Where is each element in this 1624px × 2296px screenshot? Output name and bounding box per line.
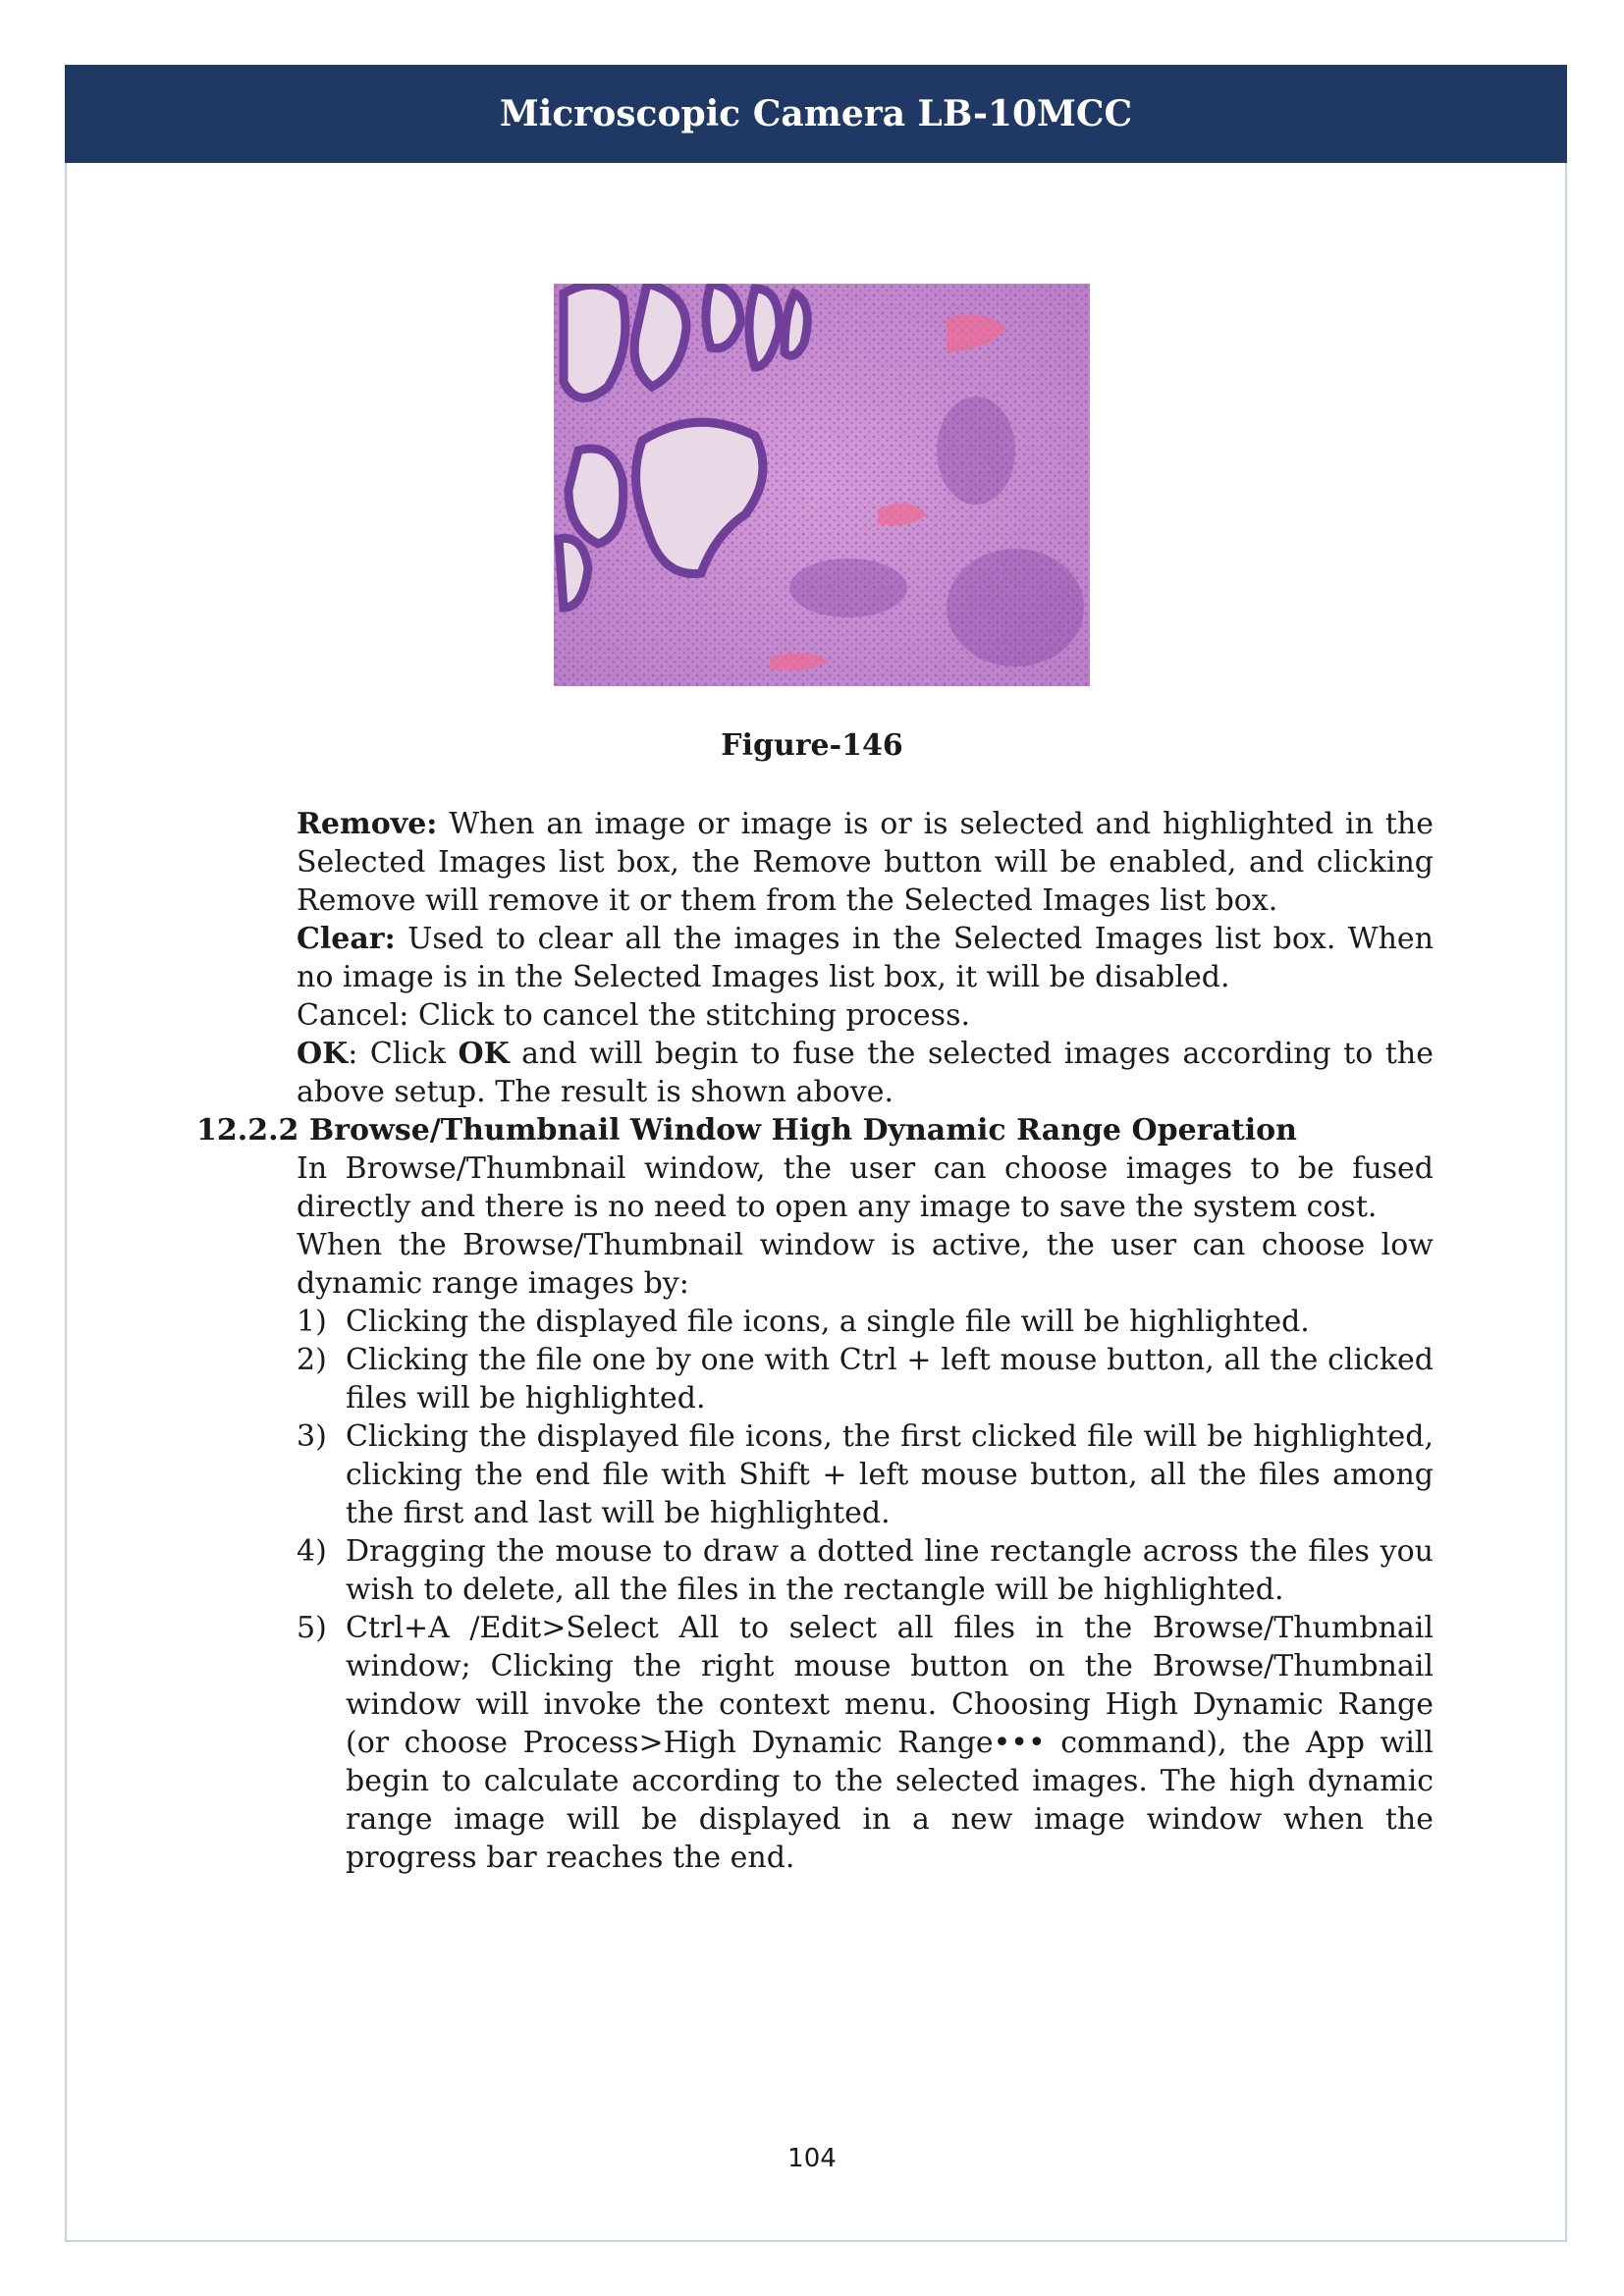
- page-number: 104: [787, 2144, 837, 2173]
- remove-term: Remove:: [297, 807, 438, 841]
- section-heading: [196, 1111, 1434, 1149]
- list-item-text: Clicking the file one by one with Ctrl + left mouse button, all the clicked files will be highlighted.: [346, 1343, 1434, 1415]
- section-intro-1: In Browse/Thumbnail window, the user can choose images to be fused directly and there is no need to open any image to save the system cost.: [297, 1151, 1434, 1224]
- list-item-number: 4): [297, 1534, 327, 1569]
- section-intro-2: When the Browse/Thumbnail window is active, the user can choose low dynamic range images by:: [297, 1228, 1434, 1301]
- list-item-text: Dragging the mouse to draw a dotted line rectangle across the files you wish to delete, all the files in the rectangle will be highlighted.: [346, 1534, 1434, 1607]
- list-item-text: Clicking the displayed file icons, a single file will be highlighted.: [346, 1305, 1310, 1339]
- ok-text-2: and will begin to fuse the selected images according to the above setup. The result is shown above.: [297, 1037, 1434, 1109]
- steps-list: [297, 1303, 1434, 1877]
- paragraph-ok: [297, 1035, 1434, 1111]
- list-item-number: 2): [297, 1343, 327, 1377]
- ok-text-1: : Click: [348, 1037, 459, 1071]
- clear-term: Clear:: [297, 922, 396, 956]
- micrograph-image: [554, 284, 1090, 686]
- list-item: [297, 1303, 1434, 1341]
- list-item: [297, 1341, 1434, 1417]
- ok-term: OK: [297, 1037, 349, 1071]
- list-item-number: 5): [297, 1611, 327, 1645]
- section-number: 12.2.2: [196, 1113, 299, 1148]
- list-item: [297, 1417, 1434, 1532]
- figure-caption: Figure-146: [721, 728, 903, 763]
- page-header: [65, 65, 1567, 163]
- header-title: Microscopic Camera LB-10MCC: [499, 93, 1133, 134]
- ok-term-2: OK: [458, 1037, 510, 1071]
- paragraph-clear: [297, 920, 1434, 996]
- list-item: [297, 1609, 1434, 1877]
- micrograph-figure: [554, 284, 1090, 686]
- paragraph-cancel: Cancel: Click to cancel the stitching process.: [297, 998, 971, 1033]
- list-item: [297, 1532, 1434, 1609]
- clear-text: Used to clear all the images in the Selected Images list box. When no image is in the Selected Images list box, it will be disabled.: [297, 922, 1434, 994]
- list-item-text: Clicking the displayed file icons, the first clicked file will be highlighted, clicking the end file with Shift + left mouse button, all the files among the first and last will be highlighted.: [346, 1419, 1434, 1530]
- paragraph-remove: [297, 805, 1434, 920]
- remove-text: When an image or image is or is selected and highlighted in the Selected Images list box, the Remove button will be enabled, and clicking Remove will remove it or them from the Selected Images list box.: [297, 807, 1434, 918]
- list-item-number: 1): [297, 1305, 327, 1339]
- list-item-number: 3): [297, 1419, 327, 1454]
- list-item-text: Ctrl+A /Edit>Select All to select all files in the Browse/Thumbnail window; Clicking the right mouse button on the Browse/Thumbnail window will invoke the context menu. Choosing High Dynamic Range (or choose Process>High Dynamic Range••• command), the App will begin to calculate according to the selected images. The high dynamic range image will be displayed in a new image window when the progress bar reaches the end.: [346, 1611, 1434, 1875]
- document-body: [196, 805, 1434, 1877]
- section-title: Browse/Thumbnail Window High Dynamic Range Operation: [308, 1113, 1297, 1148]
